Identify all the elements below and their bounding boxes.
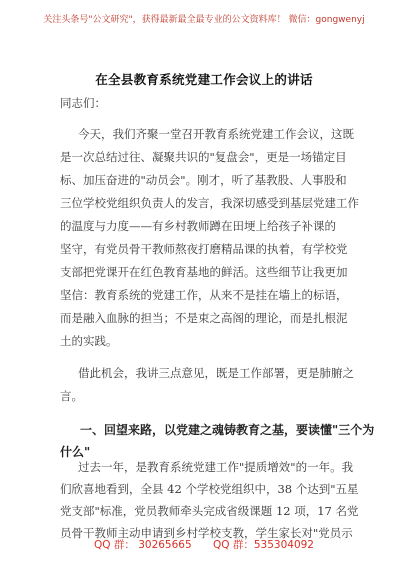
salutation: 同志们：: [60, 96, 106, 110]
paragraph-line: 三位学校党组织负责人的发言，我深切感受到基层党建工作: [60, 196, 359, 210]
paragraph-line: 言。: [60, 389, 83, 403]
paragraph-line: 借此机会，我讲三点意见，既是工作部署，更是肺腑之: [78, 366, 354, 380]
paragraph-line: 今天，我们齐聚一堂召开教育系统党建工作会议，这既: [78, 127, 354, 141]
paragraph-line: 是一次总结过往、凝聚共识的"复盘会"，更是一场锚定目: [60, 150, 347, 164]
section-heading: 什么": [60, 445, 91, 459]
paragraph-line: 标、加压奋进的"动员会"。刚才，听了基教股、人事股和: [60, 173, 347, 187]
section-heading: 一、回望来路，以党建之魂铸教育之基，要读懂"三个为: [80, 423, 375, 437]
paragraph-line: 党支部"标准，党员教师牵头完成省级课题 12 项，17 名党: [60, 504, 359, 518]
paragraph-line: 的温度与力度——有乡村教师蹲在田埂上给孩子补课的: [60, 219, 336, 233]
paragraph-line: 们欣喜地看到，全县 42 个学校党组织中，38 个达到"五星: [60, 482, 359, 496]
document-title: 在全县教育系统党建工作会议上的讲话: [95, 72, 313, 87]
paragraph-line: 支部把党课开在红色教育基地的鲜活。这些细节让我更加: [60, 265, 348, 279]
paragraph-line: 土的实践。: [60, 334, 118, 348]
footer-contact: [0, 537, 408, 552]
paragraph-line: 过去一年，是教育系统党建工作"提质增效"的一年。我: [78, 460, 354, 474]
qq-group-2: QQ 群：535304092: [213, 539, 314, 551]
paragraph-line: 坚信：教育系统的党建工作，从来不是挂在墙上的标语，: [60, 288, 348, 302]
paragraph-line: 坚守，有党员骨干教师熬夜打磨精品课的执着，有学校党: [60, 242, 348, 256]
promo-header: 关注头条号"公文研究"，获得最新最全最专业的公文资料库！ 微信：gongwenyj: [43, 15, 365, 25]
paragraph-line: 员骨干教师主动申请到乡村学校支教，学生家长对"党员示: [60, 526, 353, 540]
paragraph-line: 而是融入血脉的担当；不是束之高阁的理论，而是扎根泥: [60, 311, 348, 325]
qq-group-1: QQ 群： 30265665: [94, 539, 192, 551]
